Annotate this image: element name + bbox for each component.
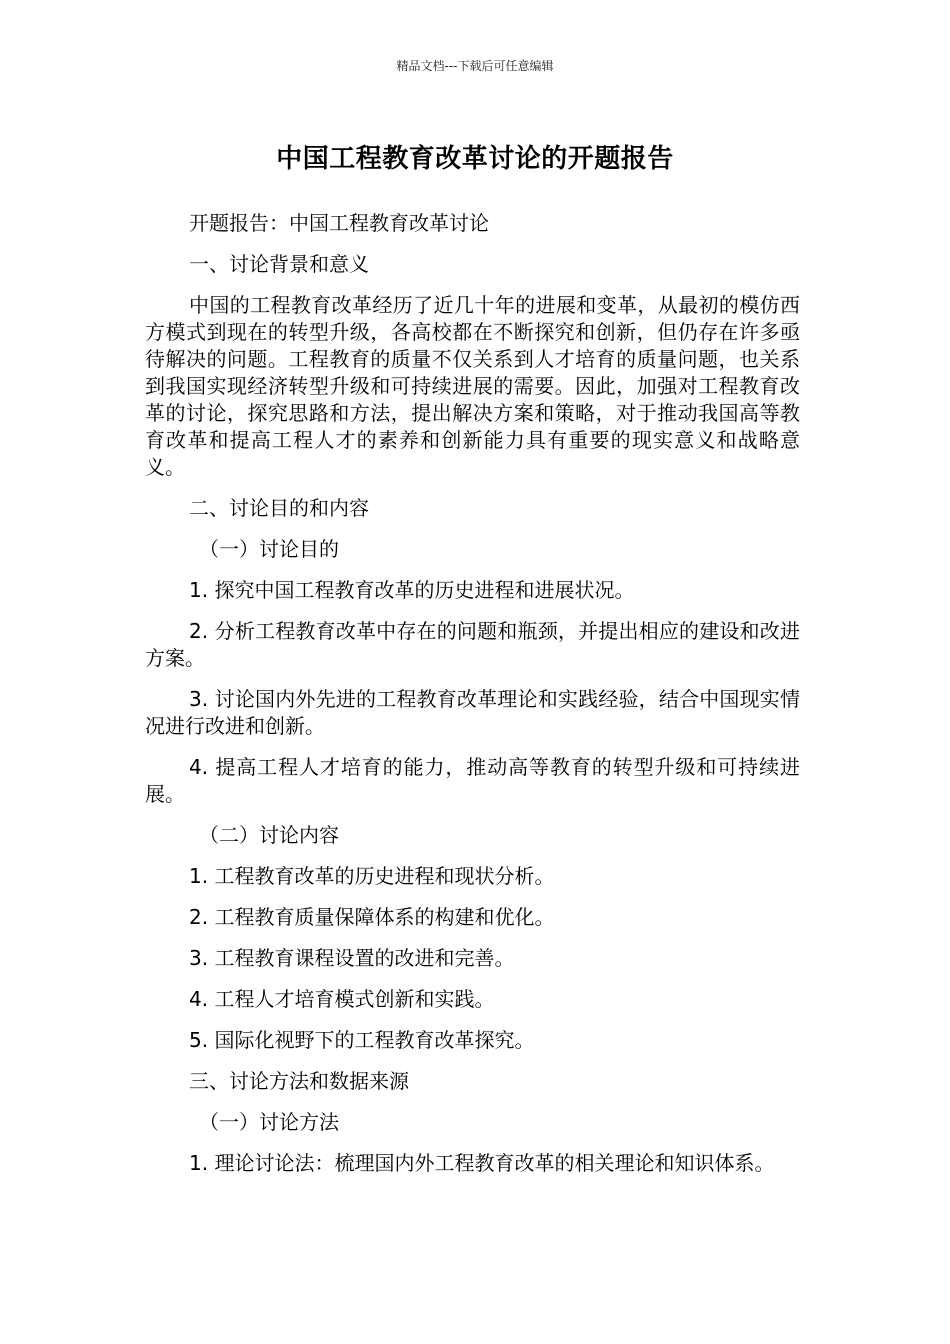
page-header-note: 精品文档---下载后可任意编辑 — [396, 59, 554, 73]
subsection-heading-purpose: （一）讨论目的 — [199, 537, 339, 561]
document-title: 中国工程教育改革讨论的开题报告 — [276, 144, 674, 174]
background-paragraph: 中国的工程教育改革经历了近几十年的进展和变革，从最初的模仿西方模式到现在的转型升级，各高校都在不断探究和创新，但仍存在许多亟待解决的问题。工程教育的质量不仅关系到人才培育的质量问题，也关系到我国实现经济转型升级和可持续进展的需要。因此，加强对工程教育改革的讨论，探究思路和方法，提出解决方案和策略，对于推动我国高等教育改革和提高工程人才的素养和创新能力具有重要的现实意义和战略意义。 — [145, 293, 800, 479]
section-heading-purpose-content: 二、讨论目的和内容 — [189, 496, 369, 520]
purpose-item-1: 1. 探究中国工程教育改革的历史进程和进展状况。 — [189, 578, 635, 602]
section-heading-background: 一、讨论背景和意义 — [189, 252, 369, 276]
subsection-heading-methods: （一）讨论方法 — [199, 1110, 339, 1134]
purpose-item-4: 4. 提高工程人才培育的能力，推动高等教育的转型升级和可持续进展。 — [145, 755, 800, 806]
purpose-item-2: 2. 分析工程教育改革中存在的问题和瓶颈，并提出相应的建设和改进方案。 — [145, 619, 800, 670]
document-body — [145, 210, 800, 1191]
content-item-5: 5. 国际化视野下的工程教育改革探究。 — [189, 1028, 535, 1052]
subsection-heading-content: （二）讨论内容 — [199, 823, 339, 847]
section-heading-methods: 三、讨论方法和数据来源 — [189, 1069, 409, 1093]
method-item-1: 1. 理论讨论法：梳理国内外工程教育改革的相关理论和知识体系。 — [189, 1151, 775, 1175]
purpose-item-3: 3. 讨论国内外先进的工程教育改革理论和实践经验，结合中国现实情况进行改进和创新。 — [145, 687, 800, 738]
report-heading: 开题报告：中国工程教育改革讨论 — [189, 211, 489, 235]
content-item-3: 3. 工程教育课程设置的改进和完善。 — [189, 946, 515, 970]
content-item-2: 2. 工程教育质量保障体系的构建和优化。 — [189, 905, 555, 929]
content-item-4: 4. 工程人才培育模式创新和实践。 — [189, 987, 495, 1011]
content-item-1: 1. 工程教育改革的历史进程和现状分析。 — [189, 864, 555, 888]
